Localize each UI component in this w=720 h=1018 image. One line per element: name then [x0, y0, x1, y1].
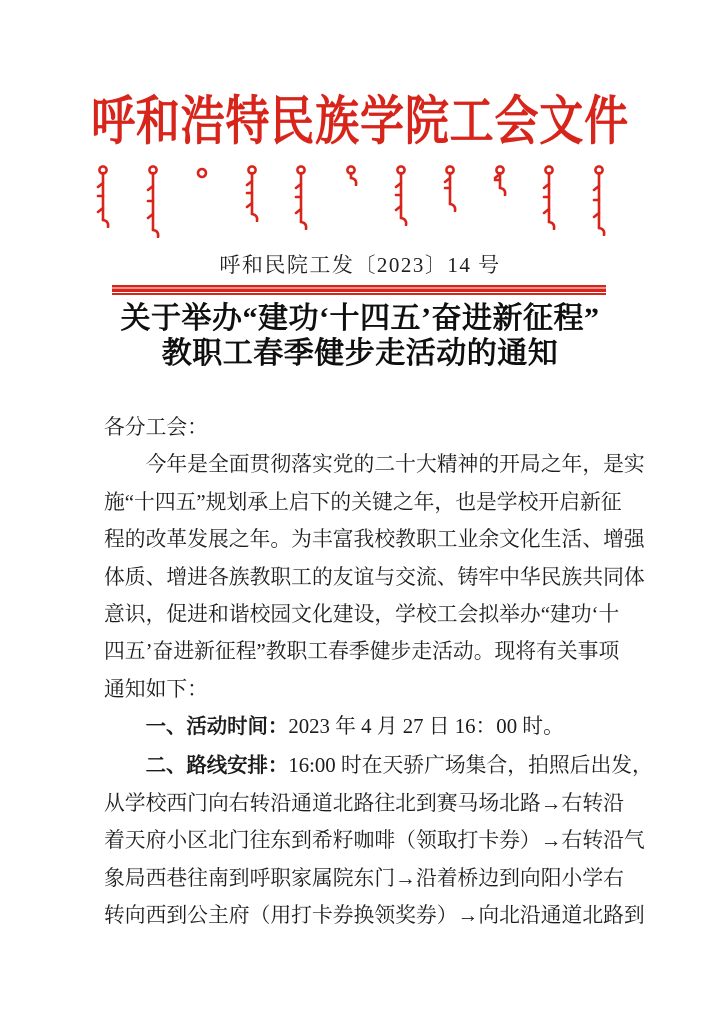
- body-line: 二、路线安排：16:00 时在天骄广场集合，拍照后出发，: [145, 753, 653, 777]
- mongolian-script-decoration: [96, 164, 606, 242]
- mongolian-script-icon: [195, 164, 209, 182]
- body-line: 一、活动时间：2023 年 4 月 27 日 16：00 时。: [145, 715, 564, 739]
- document-header: [0, 94, 720, 151]
- body-line: 意识，促进和谐校园文化建设，学校工会拟举办“建功‘十: [104, 603, 620, 627]
- mongolian-script-icon: [96, 164, 110, 228]
- header-divider-line: [112, 285, 606, 295]
- body-line: 程的改革发展之年。为丰富我校教职工业余文化生活、增强: [104, 528, 645, 552]
- doc-number: 呼和民院工发〔2023〕14 号: [219, 253, 501, 277]
- mongolian-script-icon: [146, 164, 160, 238]
- mongolian-script-icon: [542, 164, 556, 230]
- body-line: 四五’奋进新征程”教职工春季健步走活动。现将有关事项: [104, 640, 620, 664]
- mongolian-script-icon: [245, 164, 259, 222]
- document-title-line2: 教职工春季健步走活动的通知: [161, 337, 559, 370]
- org-title: 呼和浩特民族学院工会文件: [91, 93, 629, 151]
- body-line: 着天府小区北门往东到希籽咖啡（领取打卡券）→右转沿气: [104, 829, 645, 853]
- document-title: [0, 301, 720, 371]
- body-line: 从学校西门向右转沿通道北路往北到赛马场北路→右转沿: [104, 792, 624, 816]
- body-line: 各分工会：: [104, 416, 208, 439]
- body-line: 转向西到公主府（用打卡券换领奖券）→向北沿通道北路到: [104, 904, 645, 928]
- body-line: 今年是全面贯彻落实党的二十大精神的开局之年，是实: [145, 453, 645, 477]
- document-body: [104, 409, 653, 935]
- mongolian-script-icon: [443, 164, 457, 212]
- body-line: 体质、增进各族教职工的友谊与交流、铸牢中华民族共同体: [104, 565, 645, 589]
- body-line: 施“十四五”规划承上启下的关键之年，也是学校开启新征: [104, 490, 622, 514]
- mongolian-script-icon: [592, 164, 606, 236]
- mongolian-script-icon: [394, 164, 408, 226]
- body-line-bold-label: 一、活动时间：: [145, 716, 289, 739]
- body-line: 象局西巷往南到呼职家属院东门→沿着桥边到向阳小学右: [104, 866, 624, 890]
- mongolian-script-icon: [344, 164, 358, 186]
- mongolian-script-icon: [294, 164, 308, 230]
- document-title-line1: 关于举办“建功‘十四五’奋进新征程”: [120, 302, 600, 335]
- body-line-bold-label: 二、路线安排：: [145, 754, 289, 777]
- mongolian-script-icon: [493, 164, 507, 196]
- body-line: 通知如下：: [104, 677, 208, 701]
